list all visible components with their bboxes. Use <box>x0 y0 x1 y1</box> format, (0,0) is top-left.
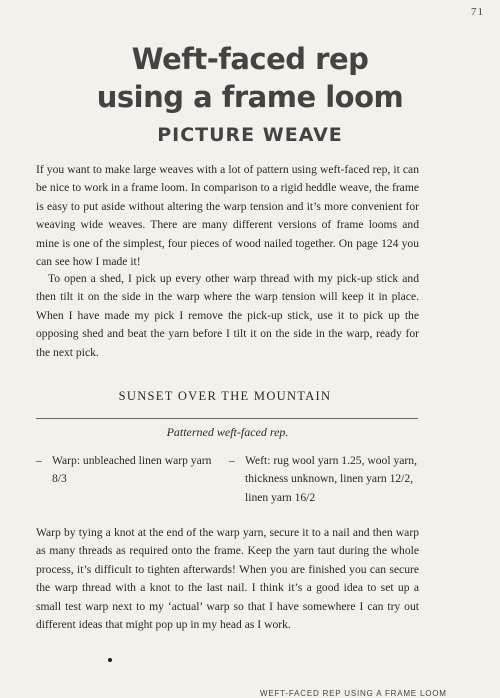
project-heading: SUNSET OVER THE MOUNTAIN <box>118 389 332 403</box>
project-note: Patterned weft-faced rep. <box>166 425 289 439</box>
running-footer: WEFT-FACED REP USING A FRAME LOOM <box>260 689 447 698</box>
warp-instructions-paragraph: Warp by tying a knot at the end of the warp yarn, secure it to a nail and then warp as many threads as required onto the frame. Keep the yarn taut during the whole process, it’s difficult to tighten afterwards! When you are finished you can secure the warp thread with a knot to the last nail. I think it’s a good idea to set up a small test warp next to my ‘actual’ warp so that I have somewhere I can try out different ideas that might pop up in my head as I work. <box>36 526 419 632</box>
page-number: 71 <box>471 6 484 18</box>
materials-warp-item <box>36 452 216 489</box>
materials-warp-text: Warp: unbleached linen warp yarn 8/3 <box>52 454 212 486</box>
section-divider <box>36 418 418 419</box>
list-dash: – <box>229 454 235 467</box>
materials-weft-item <box>229 452 419 507</box>
list-dash: – <box>36 454 42 467</box>
materials-weft-text: Weft: rug wool yarn 1.25, wool yarn, thickness unknown, linen yarn 12/2, linen yarn 16/2 <box>245 454 417 504</box>
page-title: Weft-faced rep using a frame loom <box>96 42 404 114</box>
shed-paragraph: To open a shed, I pick up every other warp thread with my pick-up stick and then tilt it on the side in the warp where the warp tension will keep it in place. When I have made my pick I remove the pick-up stick, use it to pick up the opposing shed and beat the yarn before I tilt it on the side in the warp, ready for the next pick. <box>36 272 419 359</box>
ink-dot <box>108 658 112 662</box>
intro-paragraph: If you want to make large weaves with a lot of pattern using weft-faced rep, it can be nice to work in a frame loom. In comparison to a rigid heddle weave, the frame is easy to put aside without altering the warp tension and it’s more convenient for weaving wide weaves. There are many different versions of frame looms and mine is one of the simplest, four pieces of wood nailed together. On page 124 you can see how I made it! <box>36 163 419 269</box>
page-subtitle: PICTURE WEAVE <box>157 124 343 146</box>
